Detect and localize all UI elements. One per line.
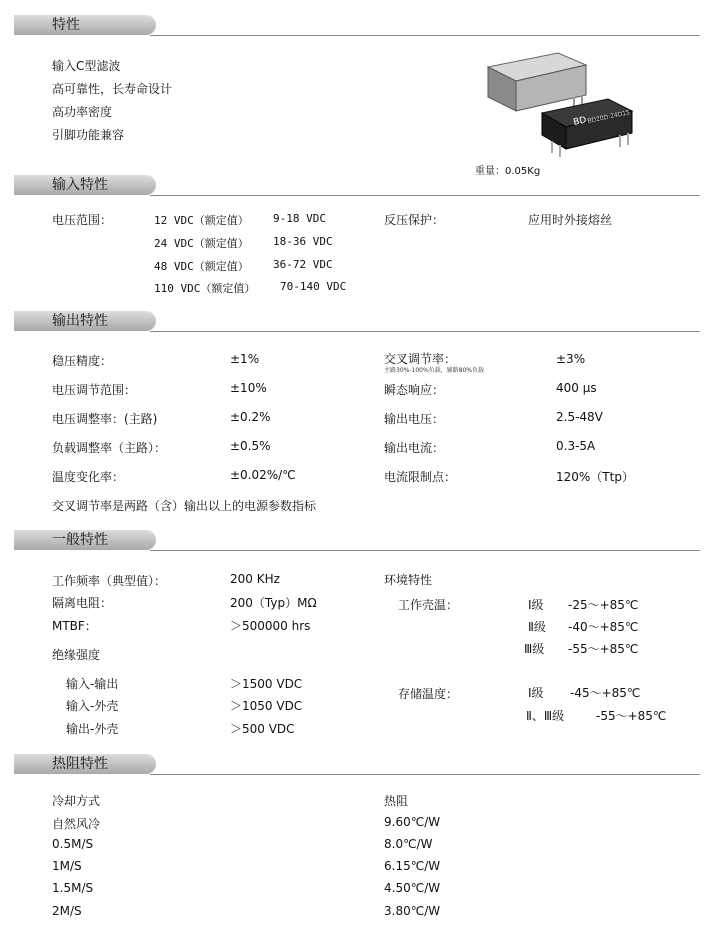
temp-grade: Ⅰ级 [528,686,544,700]
output-label: 瞬态响应： [384,383,445,397]
thermal-mode: 1.5M/S [52,881,94,895]
section-header-output: 输出特性 [14,311,156,331]
product-weight: 重量：0.05Kg [475,166,541,177]
output-label: 电流限制点： [384,470,457,484]
input-nominal: 24 VDC（额定值） [154,237,249,250]
thermal-mode: 自然风冷 [52,817,101,831]
input-range: 18-36 VDC [273,235,333,248]
insulation-label: 输出-外壳 [66,722,119,736]
output-value: 2.5-48V [556,410,603,424]
insulation-label: 输入-外壳 [66,699,119,713]
output-label: 电压调整率：(主路) [52,412,158,426]
thermal-value: 8.0℃/W [384,837,433,851]
output-value: ±10% [230,381,267,395]
input-range: 9-18 VDC [273,212,326,225]
output-label: 温度变化率： [52,470,125,484]
divider [150,35,700,36]
output-value: 400 μs [556,381,597,395]
thermal-col-value: 热阻 [384,794,409,808]
env-title: 环境特性 [384,573,433,587]
reverse-protection-value: 应用时外接熔丝 [528,213,613,227]
output-value: ±0.5% [230,439,271,453]
output-label: 电压调节范围： [52,383,137,397]
output-label: 负载调整率（主路）： [52,441,167,455]
divider [150,774,700,775]
feature-item: 引脚功能兼容 [52,128,125,142]
thermal-value: 9.60℃/W [384,815,441,829]
insulation-value: ＞500 VDC [230,722,295,736]
input-nominal: 12 VDC（额定值） [154,214,249,227]
temp-range: -40～+85℃ [568,620,639,634]
insulation-value: ＞1050 VDC [230,699,303,713]
input-range: 36-72 VDC [273,258,333,271]
temp-grade: Ⅱ、Ⅲ级 [526,709,565,723]
input-nominal: 110 VDC（额定值） [154,282,256,295]
thermal-col-mode: 冷却方式 [52,794,101,808]
cross-regulation-note: 主路30%-100%负载，辅路80%负载 [384,367,484,374]
insulation-value: ＞1500 VDC [230,677,303,691]
general-label: MTBF： [52,619,97,633]
work-temp-label: 工作壳温： [398,598,459,612]
output-label: 交叉调节率： [384,352,457,366]
output-value: ±3% [556,352,586,366]
feature-item: 高功率密度 [52,105,113,119]
thermal-value: 6.15℃/W [384,859,441,873]
product-model: BD20D-24D15 [586,109,631,125]
storage-temp-label: 存储温度： [398,687,459,701]
output-value: 120%（Ttp） [556,470,634,484]
input-voltage-label: 电压范围： [52,213,113,227]
general-label: 隔离电阻： [52,596,113,610]
temp-range: -45～+85℃ [570,686,641,700]
thermal-mode: 1M/S [52,859,82,873]
temp-range: -25～+85℃ [568,598,639,612]
output-value: ±0.2% [230,410,271,424]
output-label: 输出电流： [384,441,445,455]
input-range: 70-140 VDC [280,280,347,293]
thermal-mode: 0.5M/S [52,837,94,851]
product-logo: BD [572,115,588,128]
divider [150,195,700,196]
thermal-mode: 2M/S [52,904,82,918]
temp-range: -55～+85℃ [568,642,639,656]
section-header-features: 特性 [14,15,156,35]
reverse-protection-label: 反压保护： [384,213,445,227]
input-nominal: 48 VDC（额定值） [154,260,249,273]
product-image [470,45,670,165]
feature-item: 输入C型滤波 [52,59,121,73]
temp-grade: Ⅱ级 [528,620,546,634]
section-header-input: 输入特性 [14,175,156,195]
section-header-general: 一般特性 [14,530,156,550]
general-value: 200 KHz [230,572,280,586]
output-value: 0.3-5A [556,439,596,453]
general-value: 200（Typ）MΩ [230,596,317,610]
insulation-title: 绝缘强度 [52,648,101,662]
output-footnote: 交叉调节率是两路（含）输出以上的电源参数指标 [52,499,317,513]
output-value: ±1% [230,352,260,366]
section-header-thermal: 热阻特性 [14,754,156,774]
temp-grade: Ⅰ级 [528,598,544,612]
divider [150,550,700,551]
general-label: 工作频率（典型值）： [52,574,167,588]
output-label: 稳压精度： [52,354,113,368]
thermal-value: 3.80℃/W [384,904,441,918]
insulation-label: 输入-输出 [66,677,119,691]
divider [150,331,700,332]
general-value: ＞500000 hrs [230,619,311,633]
feature-item: 高可靠性，长寿命设计 [52,82,173,96]
thermal-value: 4.50℃/W [384,881,441,895]
temp-range: -55～+85℃ [596,709,667,723]
temp-grade: Ⅲ级 [524,642,545,656]
output-value: ±0.02%/℃ [230,468,296,482]
output-label: 输出电压： [384,412,445,426]
